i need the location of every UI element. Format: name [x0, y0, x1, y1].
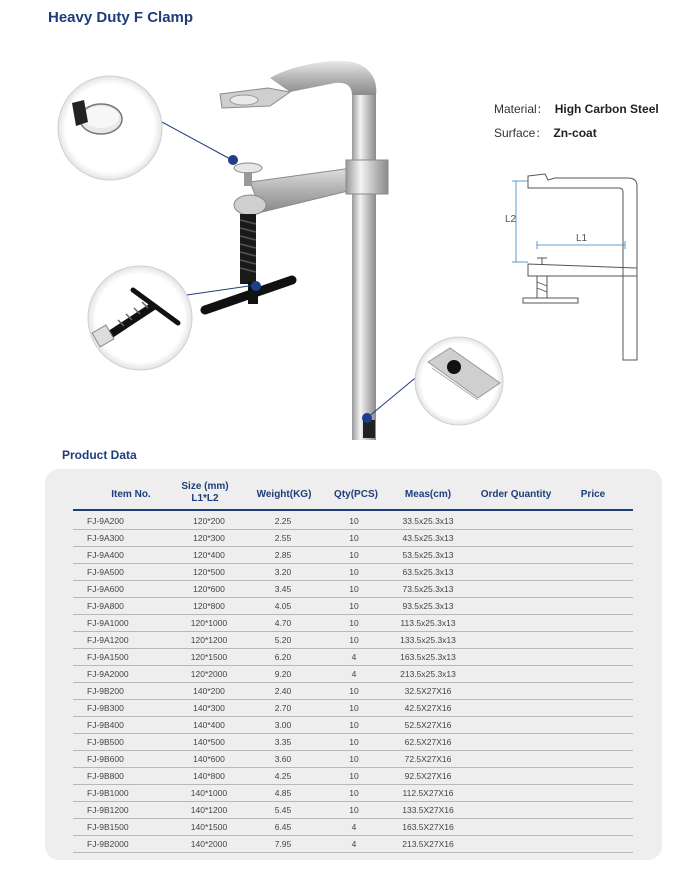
- cell-item-no: FJ-9B300: [87, 703, 124, 713]
- cell-item-no: FJ-9B1200: [87, 805, 129, 815]
- cell-item-no: FJ-9A1500: [87, 652, 129, 662]
- cell-size: 140*1500: [190, 822, 228, 832]
- cell-weight: 2.40: [274, 686, 292, 696]
- t-handle: [205, 280, 292, 310]
- table-row: [73, 835, 633, 853]
- cell-qty: 10: [349, 567, 359, 577]
- cell-meas: 163.5x25.3x13: [400, 652, 456, 662]
- cell-size: 120*800: [193, 601, 225, 611]
- cell-qty: 4: [351, 839, 357, 849]
- cell-meas: 42.5X27X16: [404, 703, 452, 713]
- table-row: [73, 801, 633, 819]
- cell-weight: 7.95: [274, 839, 292, 849]
- cell-meas: 93.5x25.3x13: [402, 601, 454, 611]
- table-row: [73, 580, 633, 598]
- cell-qty: 10: [349, 635, 359, 645]
- cell-meas: 113.5x25.3x13: [400, 618, 456, 628]
- detail-circle-pad: [58, 76, 162, 180]
- col-header-size-line2: L1*L2: [191, 493, 219, 504]
- cell-meas: 63.5x25.3x13: [402, 567, 454, 577]
- callout-dot: [228, 155, 238, 165]
- cell-meas: 213.5X27X16: [402, 839, 454, 849]
- cell-weight: 4.05: [274, 601, 292, 611]
- cell-size: 140*200: [193, 686, 225, 696]
- cell-size: 120*1500: [190, 652, 228, 662]
- cell-size: 140*300: [193, 703, 225, 713]
- cell-weight: 5.45: [274, 805, 292, 815]
- col-header-size: [170, 481, 240, 505]
- cell-size: 140*400: [193, 720, 225, 730]
- callout-dot: [362, 413, 372, 423]
- cell-item-no: FJ-9B800: [87, 771, 124, 781]
- spec-surface-label: Surface：: [494, 126, 548, 140]
- cell-meas: 53.5x25.3x13: [402, 550, 454, 560]
- cell-item-no: FJ-9A400: [87, 550, 124, 560]
- cell-weight: 4.70: [274, 618, 292, 628]
- table-row: [73, 648, 633, 666]
- cell-size: 120*300: [193, 533, 225, 543]
- cell-meas: 92.5X27X16: [404, 771, 452, 781]
- cell-meas: 43.5x25.3x13: [402, 533, 454, 543]
- cell-item-no: FJ-9B2000: [87, 839, 129, 849]
- col-header-meas: Meas(cm): [404, 489, 452, 500]
- cell-meas: 73.5x25.3x13: [402, 584, 454, 594]
- cell-meas: 112.5X27X16: [402, 788, 454, 798]
- cell-weight: 5.20: [274, 635, 292, 645]
- cell-weight: 3.20: [274, 567, 292, 577]
- cell-qty: 4: [351, 822, 357, 832]
- table-row: [73, 512, 633, 530]
- bar-end-stopper: [363, 420, 375, 438]
- table-row: [73, 784, 633, 802]
- cell-qty: 10: [349, 737, 359, 747]
- section-title: Product Data: [62, 448, 137, 462]
- cell-meas: 133.5x25.3x13: [400, 635, 456, 645]
- col-header-size-line1: Size (mm): [181, 481, 229, 492]
- cell-item-no: FJ-9B500: [87, 737, 124, 747]
- cell-qty: 10: [349, 720, 359, 730]
- cell-size: 120*200: [193, 516, 225, 526]
- col-header-order-quantity: Order Quantity: [480, 489, 552, 500]
- cell-qty: 10: [349, 533, 359, 543]
- spec-material-value: High Carbon Steel: [554, 102, 659, 116]
- cell-weight: 4.85: [274, 788, 292, 798]
- cell-size: 120*500: [193, 567, 225, 577]
- cell-qty: 10: [349, 805, 359, 815]
- table-row: [73, 597, 633, 615]
- table-row: [73, 818, 633, 836]
- cell-qty: 4: [351, 652, 357, 662]
- cell-item-no: FJ-9A800: [87, 601, 124, 611]
- dimension-diagram: [523, 174, 637, 360]
- cell-item-no: FJ-9A200: [87, 516, 124, 526]
- cell-item-no: FJ-9A500: [87, 567, 124, 577]
- cell-weight: 3.35: [274, 737, 292, 747]
- table-row: [73, 665, 633, 683]
- cell-weight: 6.20: [274, 652, 292, 662]
- cell-size: 120*400: [193, 550, 225, 560]
- cell-item-no: FJ-9A600: [87, 584, 124, 594]
- cell-weight: 3.60: [274, 754, 292, 764]
- cell-item-no: FJ-9B200: [87, 686, 124, 696]
- cell-weight: 3.00: [274, 720, 292, 730]
- col-header-item: Item No.: [111, 489, 151, 500]
- table-row: [73, 682, 633, 700]
- detail-circle-end: [415, 337, 503, 425]
- cell-item-no: FJ-9A1000: [87, 618, 129, 628]
- cell-weight: 3.45: [274, 584, 292, 594]
- spec-material-label: Material：: [494, 102, 549, 116]
- table-row: [73, 614, 633, 632]
- cell-item-no: FJ-9A1200: [87, 635, 129, 645]
- cell-qty: 10: [349, 771, 359, 781]
- cell-meas: 213.5x25.3x13: [400, 669, 456, 679]
- cell-qty: 10: [349, 601, 359, 611]
- table-row: [73, 529, 633, 547]
- cell-item-no: FJ-9A2000: [87, 669, 129, 679]
- spec-surface-value: Zn-coat: [553, 126, 597, 140]
- table-row: [73, 631, 633, 649]
- cell-qty: 4: [351, 669, 357, 679]
- cell-size: 120*600: [193, 584, 225, 594]
- table-row: [73, 733, 633, 751]
- cell-size: 140*600: [193, 754, 225, 764]
- cell-size: 140*1000: [190, 788, 228, 798]
- cell-meas: 32.5X27X16: [404, 686, 452, 696]
- cell-meas: 52.5X27X16: [404, 720, 452, 730]
- cell-item-no: FJ-9B600: [87, 754, 124, 764]
- cell-weight: 2.25: [274, 516, 292, 526]
- detail-circle-handle: [88, 266, 192, 370]
- cell-qty: 10: [349, 703, 359, 713]
- dimension-lines: [512, 181, 625, 262]
- cell-meas: 33.5x25.3x13: [402, 516, 454, 526]
- cell-weight: 2.85: [274, 550, 292, 560]
- cell-weight: 2.70: [274, 703, 292, 713]
- cell-item-no: FJ-9B1000: [87, 788, 129, 798]
- cell-item-no: FJ-9B400: [87, 720, 124, 730]
- page-title: Heavy Duty F Clamp: [48, 9, 194, 26]
- cell-qty: 10: [349, 686, 359, 696]
- table-row: [73, 699, 633, 717]
- cell-meas: 133.5X27X16: [402, 805, 454, 815]
- cell-size: 140*1200: [190, 805, 228, 815]
- cell-size: 120*2000: [190, 669, 228, 679]
- cell-meas: 72.5X27X16: [404, 754, 452, 764]
- table-row: [73, 750, 633, 768]
- cell-qty: 10: [349, 788, 359, 798]
- spec-surface: [494, 124, 597, 141]
- col-header-qty: Qty(PCS): [334, 489, 378, 500]
- cell-weight: 4.25: [274, 771, 292, 781]
- table-row: [73, 546, 633, 564]
- col-header-weight: Weight(KG): [256, 489, 312, 500]
- header-divider: [73, 509, 633, 511]
- table-row: [73, 716, 633, 734]
- cell-meas: 62.5X27X16: [404, 737, 452, 747]
- table-row: [73, 767, 633, 785]
- dimension-l1-label: L1: [576, 233, 588, 244]
- spec-material: [494, 100, 659, 117]
- table-row: [73, 563, 633, 581]
- cell-qty: 10: [349, 584, 359, 594]
- cell-item-no: FJ-9A300: [87, 533, 124, 543]
- cell-weight: 6.45: [274, 822, 292, 832]
- col-header-price: Price: [580, 489, 606, 500]
- callout-dot: [251, 281, 261, 291]
- cell-qty: 10: [349, 550, 359, 560]
- cell-size: 120*1000: [190, 618, 228, 628]
- cell-size: 140*2000: [190, 839, 228, 849]
- cell-size: 120*1200: [190, 635, 228, 645]
- cell-size: 140*800: [193, 771, 225, 781]
- cell-qty: 10: [349, 516, 359, 526]
- cell-weight: 2.55: [274, 533, 292, 543]
- dimension-l2-label: L2: [505, 214, 517, 225]
- cell-meas: 163.5X27X16: [402, 822, 454, 832]
- cell-qty: 10: [349, 754, 359, 764]
- cell-item-no: FJ-9B1500: [87, 822, 129, 832]
- cell-size: 140*500: [193, 737, 225, 747]
- cell-qty: 10: [349, 618, 359, 628]
- cell-weight: 9.20: [274, 669, 292, 679]
